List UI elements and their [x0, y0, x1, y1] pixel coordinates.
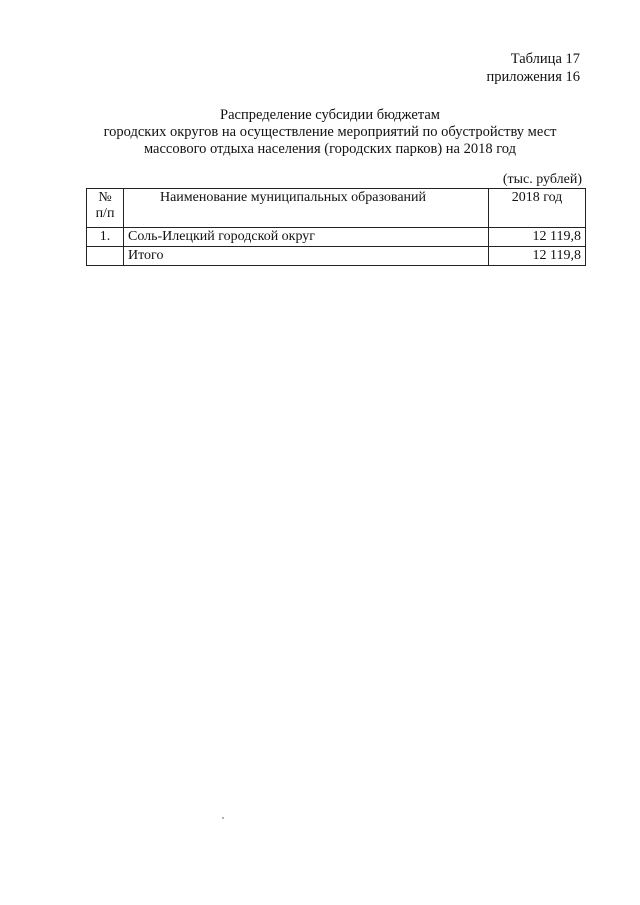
subsidy-table — [86, 188, 586, 266]
title-line-1: Распределение субсидии бюджетам — [220, 107, 440, 123]
header-number-abbr: п/п — [95, 206, 115, 221]
scan-speck — [222, 817, 224, 819]
table-total-row — [87, 247, 586, 266]
header-name: Наименование муниципальных образований — [124, 189, 489, 228]
title-line-2: городских округов на осуществление мероприятий по обустройству мест — [103, 124, 557, 140]
appendix-number: приложения 16 — [486, 69, 580, 85]
row-name: Соль-Илецкий городской округ — [124, 228, 489, 247]
table-annex-caption — [487, 50, 580, 86]
row-number: 1. — [87, 228, 124, 247]
title-line-3: массового отдыха населения (городских парков) на 2018 год — [143, 141, 517, 157]
header-year: 2018 год — [489, 189, 586, 228]
header-number-symbol: № — [98, 190, 112, 205]
table-row — [87, 228, 586, 247]
document-title — [60, 107, 600, 158]
header-number — [87, 189, 124, 228]
table-number: Таблица 17 — [510, 51, 580, 67]
total-label: Итого — [124, 247, 489, 266]
row-value: 12 119,8 — [489, 228, 586, 247]
table-header-row — [87, 189, 586, 228]
units-label: (тыс. рублей) — [502, 172, 582, 187]
total-value: 12 119,8 — [489, 247, 586, 266]
total-number-empty — [87, 247, 124, 266]
